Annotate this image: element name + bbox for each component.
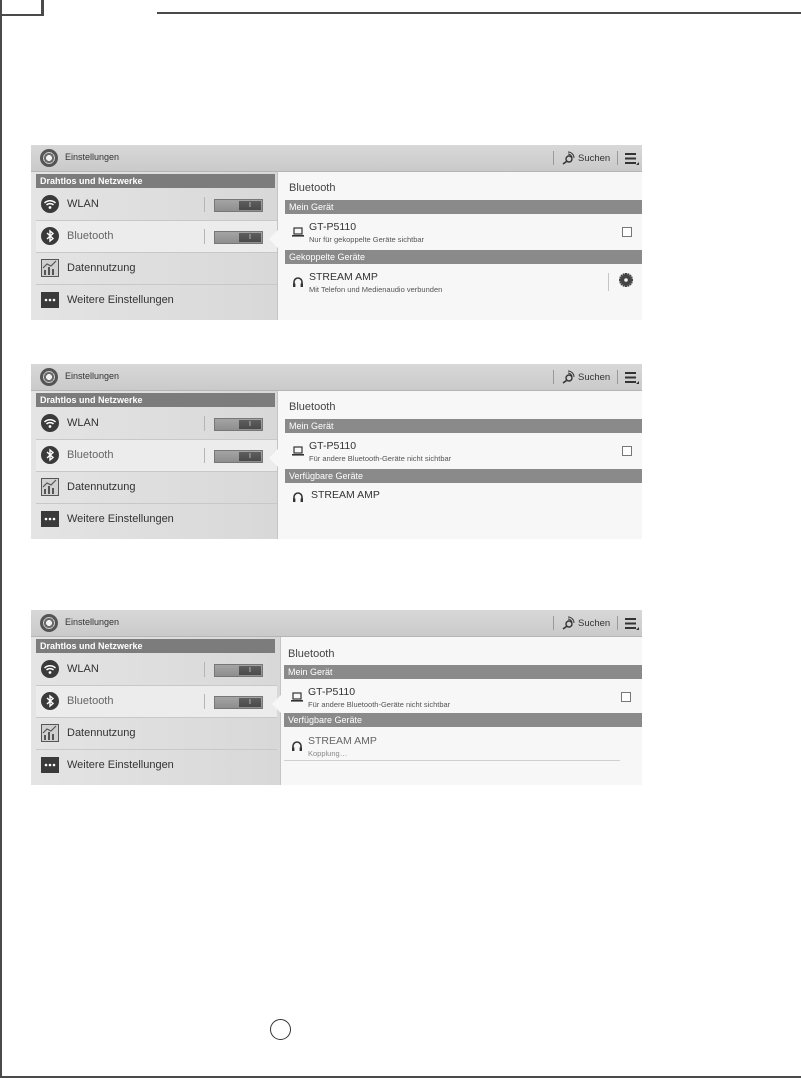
devices-header: Gekoppelte Geräte <box>285 250 642 264</box>
settings-item-label: Datennutzung <box>67 727 136 739</box>
settings-item-bluetooth[interactable] <box>36 686 277 718</box>
settings-item-label: Datennutzung <box>67 262 136 274</box>
device-status: Mit Telefon und Medienaudio verbunden <box>309 285 443 294</box>
bluetooth-toggle[interactable] <box>214 450 263 463</box>
device-name: STREAM AMP <box>309 271 378 283</box>
settings-item-more[interactable] <box>36 750 277 781</box>
topbar-divider <box>553 616 554 630</box>
settings-item-data-usage[interactable] <box>36 253 277 285</box>
settings-item-label: Bluetooth <box>67 449 114 461</box>
device-name: GT-P5110 <box>308 686 356 698</box>
more-icon <box>41 756 59 774</box>
settings-gear-icon <box>40 368 58 386</box>
settings-item-wlan[interactable] <box>36 654 277 686</box>
device-name: STREAM AMP <box>308 735 377 747</box>
section-header: Drahtlos und Netzwerke <box>36 174 275 188</box>
headphones-icon <box>291 741 303 751</box>
data-usage-icon <box>41 724 59 742</box>
laptop-icon <box>292 227 304 237</box>
app-title: Einstellungen <box>65 617 120 627</box>
bluetooth-toggle[interactable] <box>214 231 263 244</box>
settings-item-label: WLAN <box>67 663 99 675</box>
toggle-knob: I <box>239 201 261 210</box>
page-number-circle <box>270 1019 291 1040</box>
frame-left-rule <box>0 14 2 1076</box>
topbar-divider <box>617 616 618 630</box>
toggle-divider <box>204 197 205 212</box>
settings-gear-icon <box>40 149 58 167</box>
my-device-row[interactable] <box>284 681 641 715</box>
settings-category-list <box>31 637 281 785</box>
my-device-row[interactable] <box>285 216 642 250</box>
toggle-divider <box>204 662 205 677</box>
section-header: Drahtlos und Netzwerke <box>36 639 275 653</box>
headphones-icon <box>292 492 304 502</box>
bluetooth-icon <box>41 692 59 710</box>
app-title: Einstellungen <box>65 152 120 162</box>
laptop-icon <box>292 446 304 456</box>
screenshot-paired <box>31 145 642 320</box>
my-device-header: Mein Gerät <box>284 665 642 679</box>
settings-topbar <box>31 145 642 172</box>
screenshot-pairing <box>31 610 642 785</box>
settings-gear-icon <box>40 614 58 632</box>
settings-category-list <box>31 172 278 320</box>
topbar-divider <box>617 151 618 165</box>
settings-item-wlan[interactable] <box>36 189 277 221</box>
visibility-checkbox[interactable] <box>622 446 632 456</box>
search-button[interactable]: Suchen <box>578 372 611 383</box>
topbar-divider <box>617 370 618 384</box>
device-settings-icon[interactable] <box>618 272 634 288</box>
settings-item-wlan[interactable] <box>36 408 277 440</box>
frame-tab-bottom <box>0 14 44 16</box>
toggle-knob: I <box>239 233 261 242</box>
wlan-toggle[interactable] <box>214 199 263 212</box>
wifi-icon <box>41 414 59 432</box>
search-button[interactable]: Suchen <box>578 153 611 164</box>
settings-item-bluetooth[interactable] <box>36 221 277 253</box>
panel-title: Bluetooth <box>288 648 335 660</box>
settings-item-label: WLAN <box>67 198 99 210</box>
more-icon <box>41 291 59 309</box>
selection-pointer <box>269 449 278 467</box>
wlan-toggle[interactable] <box>214 664 263 677</box>
device-name: GT-P5110 <box>309 221 357 233</box>
topbar-divider <box>553 151 554 165</box>
selection-pointer <box>269 230 278 248</box>
toggle-knob: I <box>239 698 261 707</box>
bluetooth-toggle[interactable] <box>214 696 263 709</box>
menu-icon[interactable] <box>625 617 639 630</box>
toggle-divider <box>204 694 205 709</box>
settings-item-label: WLAN <box>67 417 99 429</box>
wlan-toggle[interactable] <box>214 418 263 431</box>
toggle-divider <box>204 448 205 463</box>
settings-item-label: Weitere Einstellungen <box>67 513 174 525</box>
settings-item-data-usage[interactable] <box>36 718 277 750</box>
device-status: Für andere Bluetooth-Geräte nicht sichtbar <box>309 454 452 463</box>
voice-search-icon[interactable] <box>561 151 575 165</box>
toggle-knob: I <box>239 452 261 461</box>
toggle-divider <box>204 416 205 431</box>
screenshot-available <box>31 364 642 539</box>
toggle-knob: I <box>239 420 261 429</box>
settings-item-label: Bluetooth <box>67 230 114 242</box>
bluetooth-detail-panel <box>278 391 642 539</box>
settings-item-label: Weitere Einstellungen <box>67 294 174 306</box>
settings-item-label: Weitere Einstellungen <box>67 759 174 771</box>
my-device-header: Mein Gerät <box>285 200 642 214</box>
bluetooth-detail-panel <box>278 172 642 320</box>
headphones-icon <box>292 277 304 287</box>
menu-icon[interactable] <box>625 152 639 165</box>
settings-item-bluetooth[interactable] <box>36 440 277 472</box>
visibility-checkbox[interactable] <box>621 692 631 702</box>
row-divider <box>284 760 620 761</box>
panel-title: Bluetooth <box>289 182 336 194</box>
stream-amp-row[interactable] <box>285 266 642 300</box>
app-title: Einstellungen <box>65 371 120 381</box>
device-status: Nur für gekoppelte Geräte sichtbar <box>309 235 425 244</box>
selection-pointer <box>272 695 281 713</box>
panel-title: Bluetooth <box>289 401 336 413</box>
settings-item-label: Datennutzung <box>67 481 136 493</box>
data-usage-icon <box>41 259 59 277</box>
bluetooth-detail-panel <box>281 637 642 785</box>
device-name: STREAM AMP <box>311 489 380 501</box>
settings-item-more[interactable] <box>36 285 277 316</box>
bluetooth-icon <box>41 446 59 464</box>
settings-topbar <box>31 610 642 637</box>
search-button[interactable]: Suchen <box>578 618 611 629</box>
toggle-divider <box>204 229 205 244</box>
voice-search-icon[interactable] <box>561 370 575 384</box>
toggle-knob: I <box>239 666 261 675</box>
devices-header: Verfügbare Geräte <box>285 469 642 483</box>
my-device-row[interactable] <box>285 435 642 469</box>
section-header: Drahtlos und Netzwerke <box>36 393 275 407</box>
laptop-icon <box>291 692 303 702</box>
stream-amp-row[interactable] <box>285 485 642 519</box>
voice-search-icon[interactable] <box>561 616 575 630</box>
stream-amp-row[interactable] <box>284 730 641 764</box>
settings-item-more[interactable] <box>36 504 277 535</box>
wifi-icon <box>41 195 59 213</box>
settings-item-label: Bluetooth <box>67 695 114 707</box>
data-usage-icon <box>41 478 59 496</box>
menu-icon[interactable] <box>625 371 639 384</box>
frame-top-rule <box>157 12 801 14</box>
wifi-icon <box>41 660 59 678</box>
more-icon <box>41 510 59 528</box>
device-name: GT-P5110 <box>309 440 357 452</box>
device-status: Für andere Bluetooth-Geräte nicht sichtbar <box>308 700 451 709</box>
settings-item-data-usage[interactable] <box>36 472 277 504</box>
settings-category-list <box>31 391 278 539</box>
bluetooth-icon <box>41 227 59 245</box>
topbar-divider <box>553 370 554 384</box>
visibility-checkbox[interactable] <box>622 227 632 237</box>
devices-header: Verfügbare Geräte <box>284 713 642 727</box>
row-divider <box>608 273 609 291</box>
settings-topbar <box>31 364 642 391</box>
device-status: Kopplung… <box>308 749 348 758</box>
my-device-header: Mein Gerät <box>285 419 642 433</box>
